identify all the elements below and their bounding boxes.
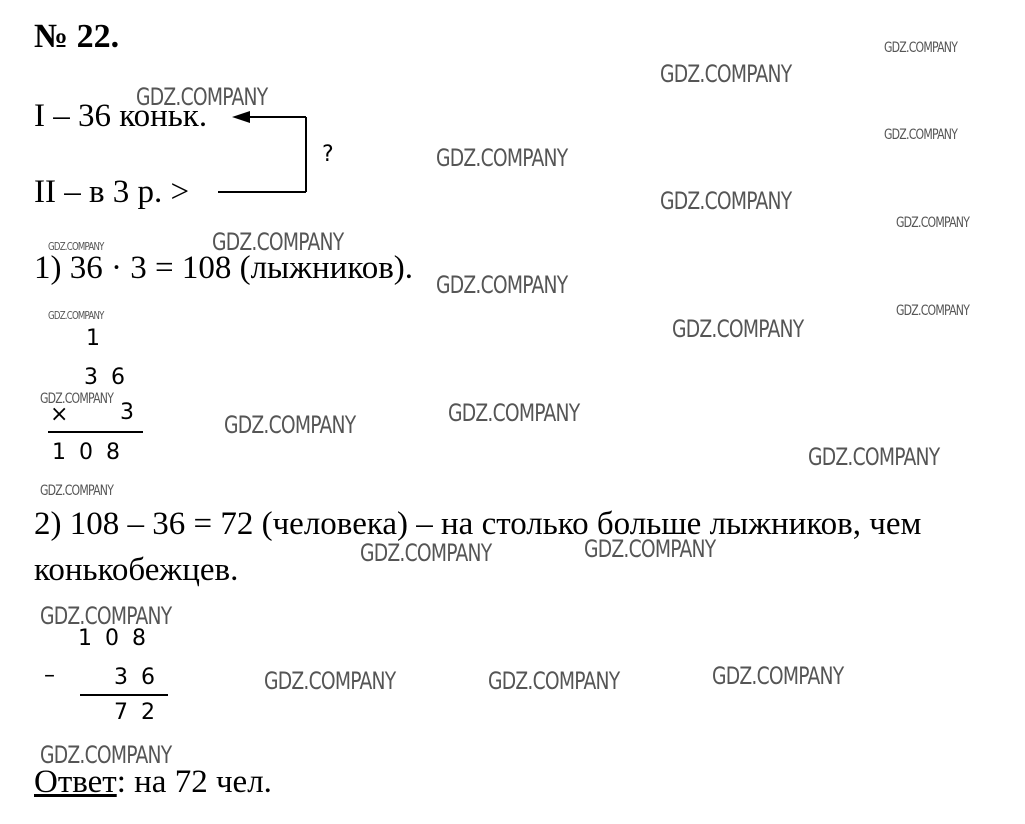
watermark: GDZ.COMPANY xyxy=(712,662,844,690)
solution-step-2-line-1: 2) 108 – 36 = 72 (человека) – на столько больше лыжников, чем xyxy=(34,506,922,542)
mult-top-number: 36 xyxy=(84,365,138,390)
watermark: GDZ.COMPANY xyxy=(212,228,344,256)
comparison-bracket-arrow xyxy=(210,105,320,200)
watermark: GDZ.COMPANY xyxy=(360,539,492,567)
answer-label: Ответ xyxy=(34,764,117,800)
watermark: GDZ.COMPANY xyxy=(448,399,580,427)
watermark: GDZ.COMPANY xyxy=(808,443,940,471)
watermark: GDZ.COMPANY xyxy=(48,240,104,253)
solution-step-1: 1) 36 · 3 = 108 (лыжников). xyxy=(34,250,414,286)
watermark: GDZ.COMPANY xyxy=(40,391,114,407)
sub-result: 72 xyxy=(114,700,168,725)
watermark: GDZ.COMPANY xyxy=(488,667,620,695)
mult-carry-digit: 1 xyxy=(86,326,113,351)
solution-step-2-line-2: конькобежцев. xyxy=(34,552,239,588)
mult-result: 108 xyxy=(52,440,133,465)
mult-sign: × xyxy=(50,402,69,427)
sub-sign: – xyxy=(44,663,55,688)
watermark: GDZ.COMPANY xyxy=(896,215,970,231)
sub-result-rule xyxy=(80,694,168,696)
watermark: GDZ.COMPANY xyxy=(884,40,958,56)
watermark: GDZ.COMPANY xyxy=(884,127,958,143)
watermark: GDZ.COMPANY xyxy=(436,144,568,172)
watermark: GDZ.COMPANY xyxy=(660,187,792,215)
watermark: GDZ.COMPANY xyxy=(436,271,568,299)
sub-bottom-number: 36 xyxy=(114,665,168,690)
sub-top-number: 108 xyxy=(78,626,159,651)
watermark: GDZ.COMPANY xyxy=(672,315,804,343)
watermark: GDZ.COMPANY xyxy=(48,309,104,322)
condition-line-2: II – в 3 р. > xyxy=(34,174,190,210)
answer-text: : на 72 чел. xyxy=(116,764,272,800)
condition-line-1: I – 36 коньк. xyxy=(34,98,208,134)
watermark: GDZ.COMPANY xyxy=(660,60,792,88)
watermark: GDZ.COMPANY xyxy=(264,667,396,695)
watermark: GDZ.COMPANY xyxy=(136,83,268,111)
watermark: GDZ.COMPANY xyxy=(224,411,356,439)
mult-bottom-number: 3 xyxy=(120,400,147,425)
question-mark: ? xyxy=(322,142,334,167)
mult-result-rule xyxy=(48,431,143,433)
watermark: GDZ.COMPANY xyxy=(584,535,716,563)
watermark: GDZ.COMPANY xyxy=(896,303,970,319)
watermark: GDZ.COMPANY xyxy=(40,483,114,499)
watermark: GDZ.COMPANY xyxy=(40,602,172,630)
watermark: GDZ.COMPANY xyxy=(40,741,172,769)
problem-title: № 22. xyxy=(34,18,120,55)
